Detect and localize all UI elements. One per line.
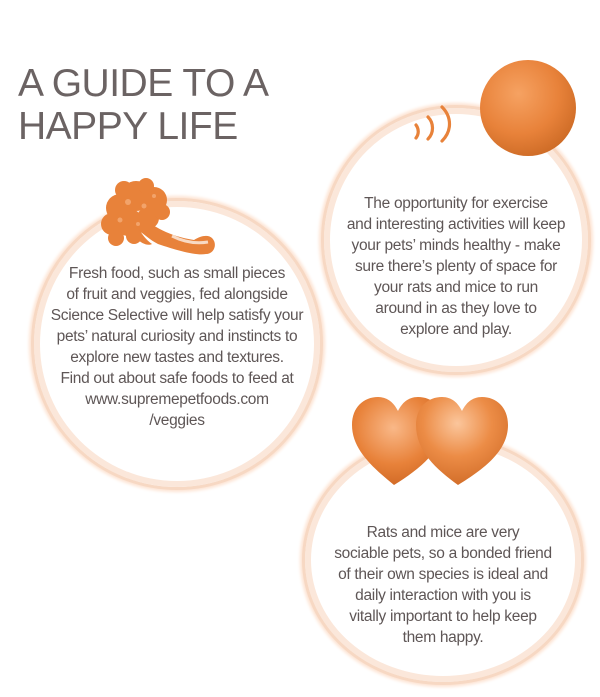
fresh-food-text [51, 263, 303, 431]
exercise-text [347, 193, 565, 340]
text-line: your rats and mice to run [374, 278, 538, 296]
text-line: Science Selective will help satisfy your [50, 307, 304, 324]
sound-waves-icon [410, 103, 466, 143]
text-line: explore and play. [400, 320, 512, 338]
hearts-icon [350, 393, 510, 493]
page-title-line-1: A GUIDE TO A [18, 62, 269, 105]
website-link-line-2[interactable]: /veggies [149, 412, 205, 429]
text-line: Fresh food, such as small pieces [68, 265, 286, 282]
social-text [334, 522, 552, 648]
text-line: around in as they love to [375, 299, 537, 317]
text-line: and interesting activities will keep [346, 215, 566, 233]
text-line: vitally important to help keep [349, 608, 537, 625]
text-line: of fruit and veggies, fed alongside [66, 286, 288, 303]
text-line: them happy. [402, 629, 484, 646]
text-line: Find out about safe foods to feed at [60, 370, 294, 387]
text-line: sure there’s plenty of space for [354, 257, 558, 275]
text-line: your pets’ minds healthy - make [351, 236, 561, 254]
website-link-line-1[interactable]: www.supremepetfoods.com [85, 391, 269, 408]
text-line: daily interaction with you is [355, 587, 531, 604]
broccoli-icon [98, 178, 220, 260]
text-line: explore new tastes and textures. [70, 349, 284, 366]
text-line: of their own species is ideal and [338, 566, 548, 583]
page-title-line-2: HAPPY LIFE [18, 105, 238, 148]
text-line: sociable pets, so a bonded friend [334, 545, 552, 562]
text-line: The opportunity for exercise [364, 194, 548, 212]
page-title [18, 62, 318, 148]
ball-icon [474, 54, 582, 162]
text-line: Rats and mice are very [366, 524, 520, 541]
text-line: pets’ natural curiosity and instincts to [56, 328, 298, 345]
